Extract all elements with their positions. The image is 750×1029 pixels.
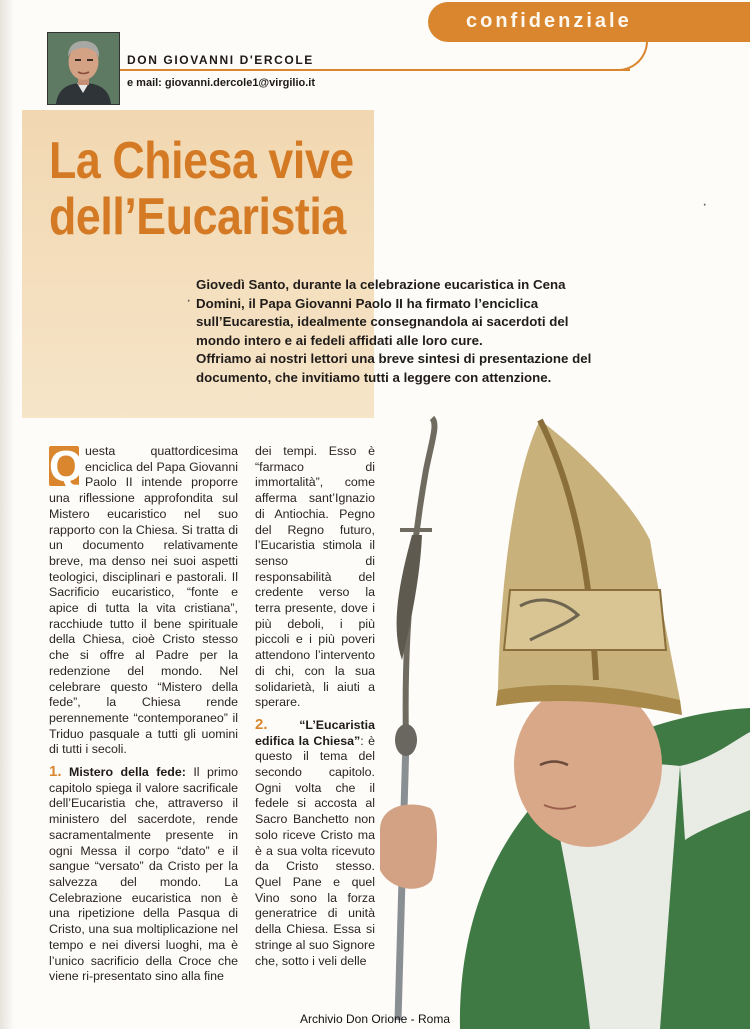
author-email[interactable]: e mail: giovanni.dercole1@virgilio.it [127, 77, 315, 89]
archive-footer: Archivio Don Orione - Roma [299, 1012, 451, 1026]
headline-line-1: La Chiesa vive [49, 132, 354, 190]
header-rule-curve [598, 40, 648, 71]
section-1-number: 1. [49, 763, 62, 781]
article-column-1 [49, 444, 238, 985]
decorative-mark: · [186, 292, 192, 309]
author-name: DON GIOVANNI D'ERCOLE [127, 53, 314, 67]
section-1-text: Il primo capitolo spiega il valore sacrificale dell’Eucaristia che, attraverso il ministero del sacerdote, rende sacramentalmente presente in ogni Messa il corpo “dato” e il sangue “versato” da Cristo per la salvezza del mondo. La Celebrazione eucaristica non è una ripetizione della Pasqua di Cristo, una sua moltiplicazione nel tempo e nei diversi luoghi, ma è l’unico sacrificio della Croce che viene ri-presentato sino alla fine [49, 765, 238, 984]
hand [380, 804, 437, 888]
headline-line-2: dell’Eucaristia [49, 188, 346, 246]
header-rule [120, 69, 630, 71]
drop-cap: Q [49, 442, 84, 491]
column-2-paragraph: dei tempi. Esso è “farmaco di immortalità”, come afferma sant’Ignazio di Antiochia. Pegno del Regno futuro, l’Eucaristia stimola il senso di responsabilità del credente verso la terra presente, dove i più deboli, i più piccoli e i più poveri attendono l’intervento di chi, con la sua solidarietà, li aiuti a sperare. [255, 444, 375, 710]
section-2-text: : è questo il tema del secondo capitolo. Ogni volta che il fedele si accosta al Sacro Banchetto non solo riceve Cristo ma è a sua volta ricevuto da Cristo stesso. Quel Pane e quel Vino sono la forza generatrice di unità della Chiesa. Essa si stringe al suo Signore che, sotto i veli delle [255, 733, 375, 968]
section-2-title: “L’Eucaristia edifica la Chiesa” [255, 717, 375, 748]
author-portrait-icon [48, 33, 119, 104]
pope-face [514, 683, 662, 847]
mitre [498, 420, 680, 700]
section-tab-label: confidenziale [466, 10, 632, 32]
pope-photo [340, 410, 750, 1029]
page-binding-shadow [0, 0, 14, 1029]
section-2-number: 2. [255, 715, 268, 733]
section-1-title: Mistero della fede: [69, 765, 186, 780]
intro-lead [196, 276, 616, 388]
section-1-paragraph [49, 764, 238, 985]
intro-paragraph-2: Offriamo ai nostri lettori una breve sintesi di presentazione del documento, che invitiamo tutti a leggere con attenzione. [196, 351, 592, 385]
opening-text: uesta quattordicesima enciclica del Papa Giovanni Paolo II intende proporre una riflessione approfondita sul Mistero eucaristico nel suo rapporto con la Chiesa. Si tratta di un documento relativamente breve, ma denso nei suoi aspetti teologici, disciplinari e pastorali. Il Sacrificio eucaristico, “fonte e apice di tutta la vita cristiana”, racchiude tutto il bene spirituale della Chiesa, cioè Cristo stesso che si offre al Padre per la redenzione del mondo. Nel celebrare questo “Mistero della fede”, la Chiesa rende perennemente “contemporaneo” il Triduo pasquale a tutti gli uomini di tutti i secoli. [49, 444, 238, 757]
decorative-mark: · [702, 196, 708, 213]
intro-paragraph-1: Giovedì Santo, durante la celebrazione eucaristica in Cena Domini, il Papa Giovanni Paolo II ha firmato l’enciclica sull’Eucarestia, idealmente consegnandola ai sacerdoti del mondo intero e ai fedeli affidati alle loro cure. [196, 277, 569, 348]
author-photo [47, 32, 120, 105]
opening-paragraph [49, 444, 238, 758]
